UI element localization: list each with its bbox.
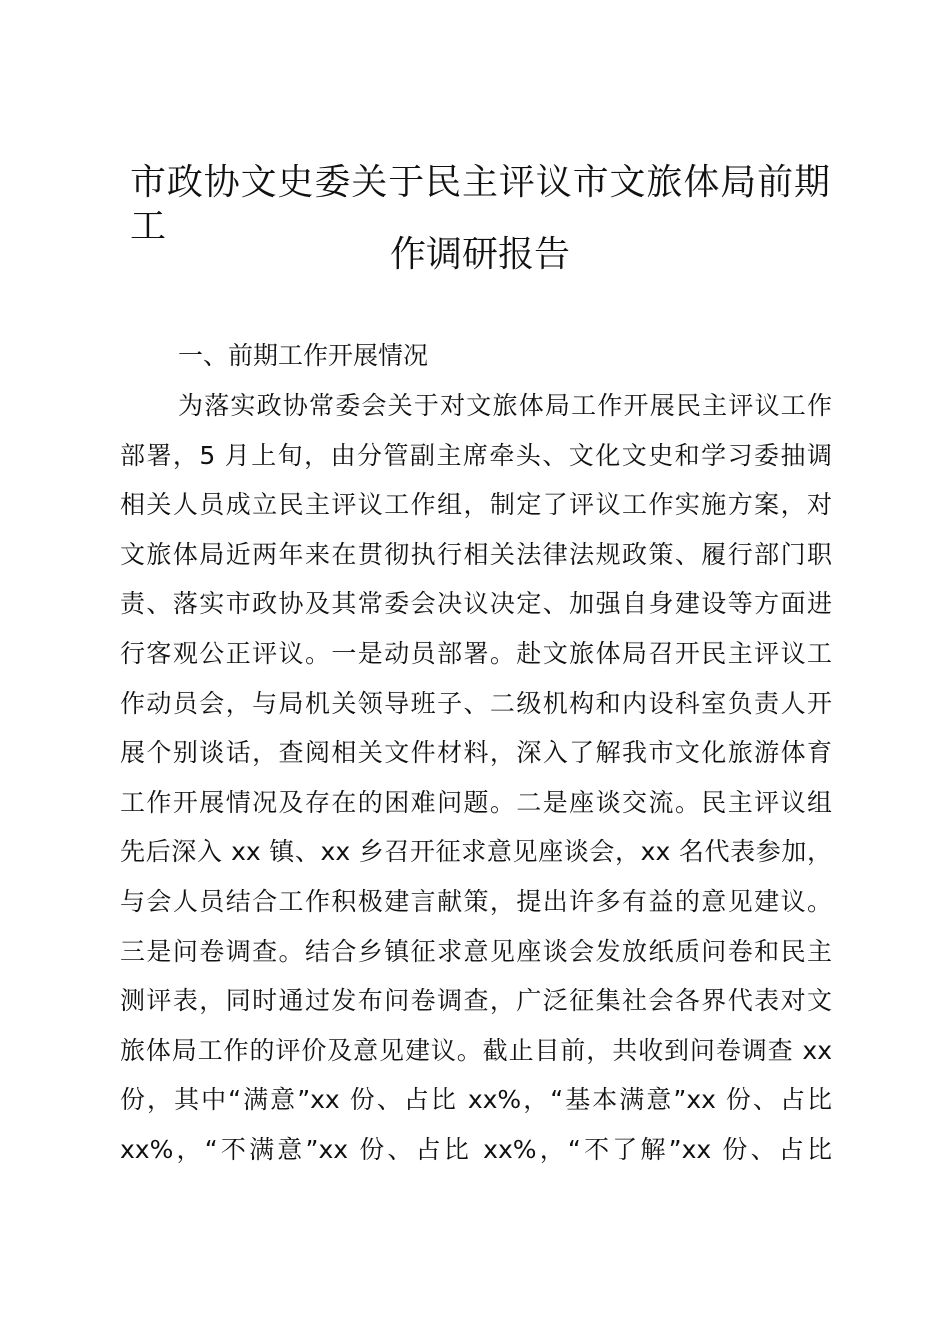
body-line: 相关人员成立民主评议工作组，制定了评议工作实施方案，对 <box>120 490 832 520</box>
document-title-line-2: 作调研报告 <box>389 234 570 275</box>
body-line: 旅体局工作的评价及意见建议。截止目前，共收到问卷调查 xx <box>120 1035 832 1065</box>
body-line: 作动员会，与局机关领导班子、二级机构和内设科室负责人开 <box>120 688 832 718</box>
body-line: 部署，5 月上旬，由分管副主席牵头、文化文史和学习委抽调 <box>120 440 832 470</box>
body-line: 行客观公正评议。一是动员部署。赴文旅体局召开民主评议工 <box>120 639 832 668</box>
body-line: 文旅体局近两年来在贯彻执行相关法律法规政策、履行部门职 <box>120 539 832 569</box>
body-line: 三是问卷调查。结合乡镇征求意见座谈会发放纸质问卷和民主 <box>120 936 832 966</box>
section-heading: 一、前期工作开展情况 <box>178 341 429 370</box>
body-line: 与会人员结合工作积极建言献策，提出许多有益的意见建议。 <box>120 887 832 916</box>
body-line: 工作开展情况及存在的困难问题。二是座谈交流。民主评议组 <box>120 787 832 817</box>
document-title-line-1: 市政协文史委关于民主评议市文旅体局前期工 <box>130 162 830 247</box>
body-line: 测评表，同时通过发布问卷调查，广泛征集社会各界代表对文 <box>120 986 832 1016</box>
body-line: 先后深入 xx 镇、xx 乡召开征求意见座谈会，xx 名代表参加， <box>120 837 832 867</box>
body-line: 展个别谈话，查阅相关文件材料，深入了解我市文化旅游体育 <box>120 738 832 768</box>
body-line: 为落实政协常委会关于对文旅体局工作开展民主评议工作 <box>178 391 832 420</box>
body-line: 份，其中“满意”xx 份、占比 xx%，“基本满意”xx 份、占比 <box>120 1085 832 1115</box>
body-line: 责、落实市政协及其常委会决议决定、加强自身建设等方面进 <box>120 589 832 619</box>
body-line: xx%，“不满意”xx 份、占比 xx%，“不了解”xx 份、占比 <box>120 1135 832 1164</box>
